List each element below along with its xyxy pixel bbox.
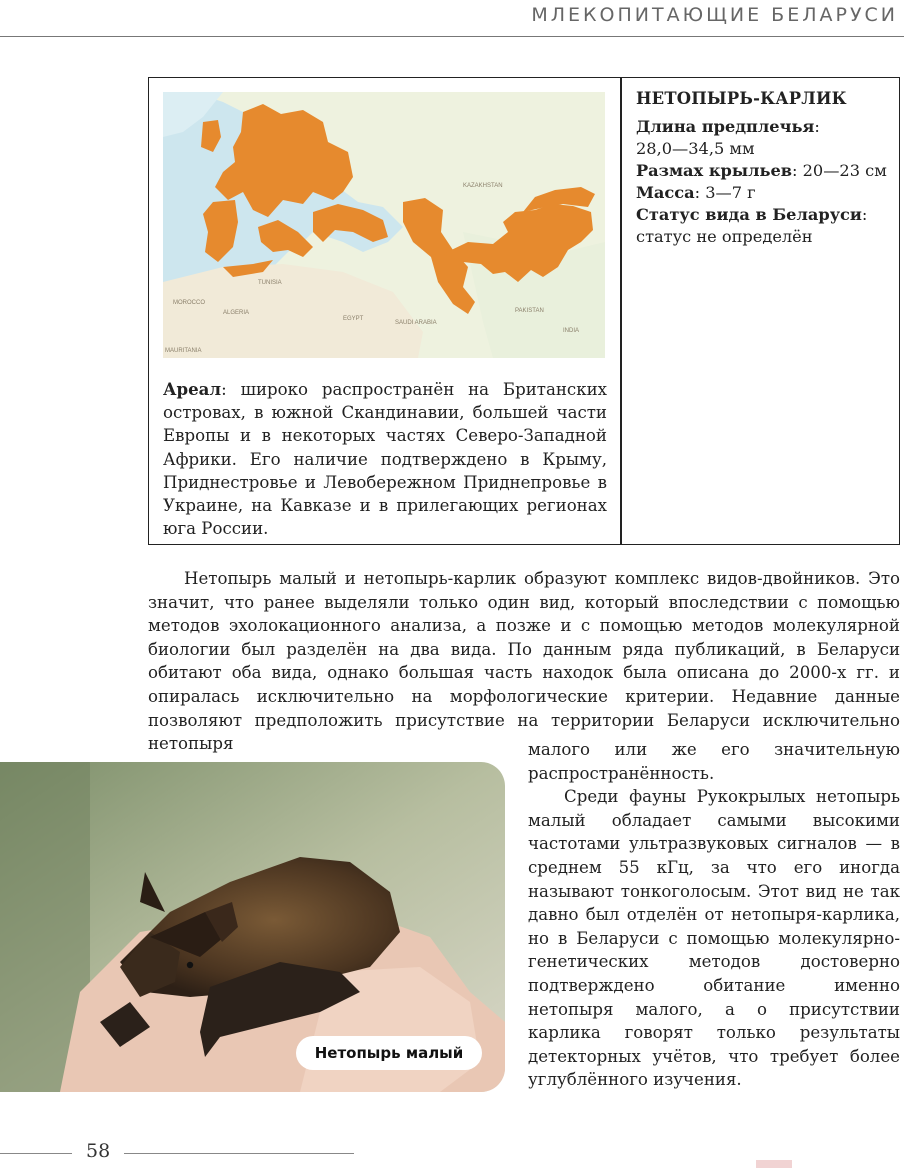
forearm-value: 28,0—34,5 мм: [636, 139, 755, 158]
mass-value: 3—7 г: [705, 183, 756, 202]
header-rule: [0, 36, 904, 37]
species-facts: [636, 88, 892, 248]
mass-label: Масса: [636, 183, 695, 202]
species-name: НЕТОПЫРЬ-КАРЛИК: [636, 89, 847, 108]
running-title: МЛЕКОПИТАЮЩИЕ БЕЛАРУСИ: [531, 4, 898, 26]
map-label: ALGERIA: [223, 310, 250, 316]
body-paragraph-1: Нетопырь малый и нетопырь-карлик образуют комплекс видов-двойников. Это значит, что ранее выделяли только один вид, который впоследствии с помощью методов эхолокационного анализа, а позже и с помощью методов молекулярной биологии был разделён на два вида. По данным ряда публикаций, в Беларуси обитают оба вида, однако большая часть находок была описана до 2000-х гг. и опиралась исключительно на морфологические критерии. Недавние данные позволяют предположить присутствие на территории Беларуси исключительно нетопыря: [148, 569, 900, 754]
page-number: 58: [86, 1140, 111, 1162]
photo-caption: Нетопырь малый: [296, 1036, 482, 1070]
footer-mark: [756, 1160, 792, 1168]
body-paragraph-2: Среди фауны Рукокрылых нетопырь малый обладает самыми высокими частотами ультразвуковых сигналов — в среднем 55 кГц, за что его иногда называют тонкоголосым. Этот вид не так давно был отделён от нетопыря-карлика, но в Беларуси с помощью молекулярно-генетических методов достоверно подтверждено обитание именно нетопыря малого, а о присутствии карлика говорят только результаты детекторных учётов, что требует более углублённого изучения.: [528, 787, 900, 1090]
forearm-label: Длина предплечья: [636, 117, 815, 136]
areal-body: : широко распространён на Британских островах, в южной Скандинавии, большей части Европы и в некоторых частях Северо-Западной Африки. Его наличие подтверждено в Крыму, Приднестровье и Левобережном Приднепровье в Украине, на Кавказе и в прилегающих регионах юга России.: [163, 380, 607, 539]
map-label: EGYPT: [343, 316, 364, 322]
map-label: MAURITANIA: [165, 348, 202, 354]
footer-rule-right: [124, 1153, 354, 1154]
species-info-box: [148, 77, 900, 545]
range-map-image: [163, 92, 605, 358]
forearm-row: Длина предплечья:: [636, 117, 820, 136]
map-label: MOROCCO: [173, 300, 205, 306]
right-column-text: [528, 738, 900, 1092]
map-label: SAUDI ARABIA: [395, 320, 437, 326]
range-map: [163, 92, 605, 358]
body-paragraph-1-continued: малого или же его значительную распространённость.: [528, 740, 900, 783]
status-value: статус не определён: [636, 227, 813, 246]
map-label: INDIA: [563, 328, 580, 334]
mass-row: Масса: 3—7 г: [636, 183, 756, 202]
map-label: KAZAKHSTAN: [463, 183, 503, 189]
status-label: Статус вида в Беларуси: [636, 205, 862, 224]
wingspan-label: Размах крыльев: [636, 161, 793, 180]
wingspan-row: Размах крыльев: 20—23 см: [636, 161, 887, 180]
status-row: Статус вида в Беларуси:: [636, 205, 868, 224]
wingspan-value: 20—23 см: [802, 161, 887, 180]
map-label: TUNISIA: [258, 280, 282, 286]
footer-rule-left: [0, 1153, 72, 1154]
map-label: PAKISTAN: [515, 308, 544, 314]
box-divider: [620, 78, 622, 544]
areal-text: [163, 378, 607, 540]
areal-label: Ареал: [163, 379, 222, 399]
